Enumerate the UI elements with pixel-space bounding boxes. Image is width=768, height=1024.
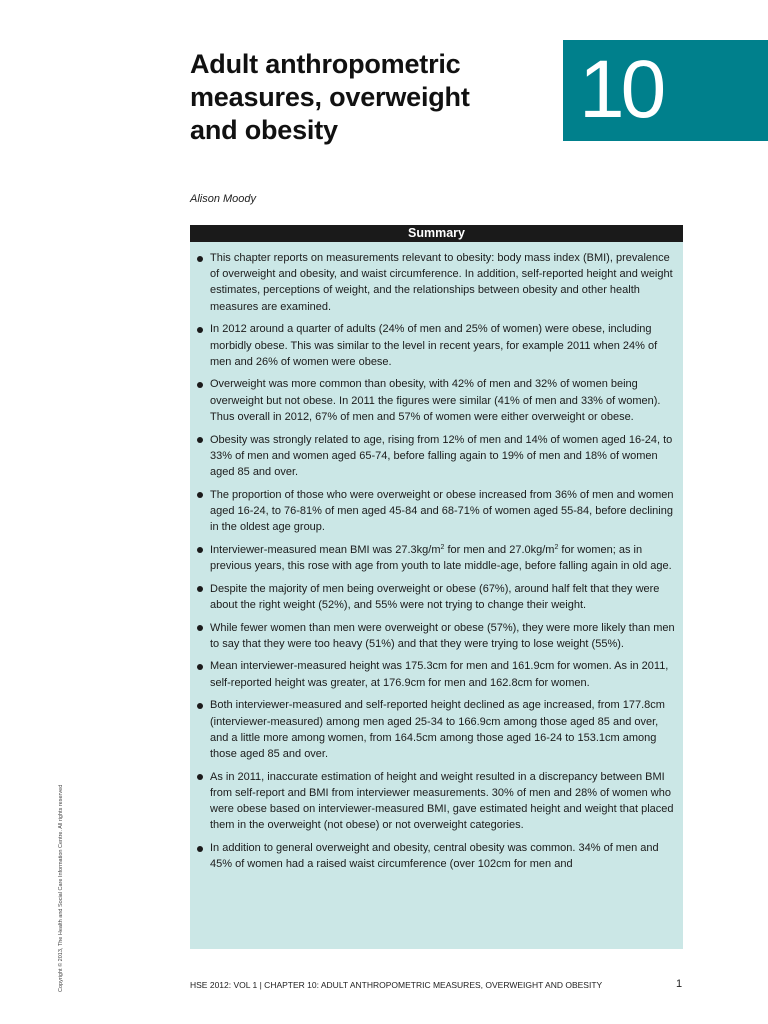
summary-item	[190, 542, 675, 574]
summary-item-text: Overweight was more common than obesity, with 42% of men and 32% of women being overweight but not obese. In 2011 the figures were similar (41% of men and 33% of women). Thus overall in 2012, 67% of men and 57% of women were either overweight or obese.	[210, 378, 661, 423]
summary-list	[190, 242, 683, 872]
bullet-icon	[197, 774, 203, 780]
running-footer: HSE 2012: VOL 1 | CHAPTER 10: ADULT ANTHROPOMETRIC MEASURES, OVERWEIGHT AND OBESITY	[190, 980, 603, 990]
summary-item-text: While fewer women than men were overweight or obese (57%), they were more likely than men to say that they were too heavy (51%) and that they were trying to lose weight (55%).	[210, 621, 675, 650]
summary-box	[190, 242, 683, 949]
summary-item-text: Both interviewer-measured and self-reported height declined as age increased, from 177.8cm (interviewer-measured) among men aged 25-34 to 166.9cm among those aged 85 and over, and a little more among women, from 164.5cm among those aged 16-24 to 153.1cm among those aged 85 and over.	[210, 699, 665, 760]
summary-item	[190, 658, 675, 690]
bullet-icon	[197, 327, 203, 333]
summary-item-text: As in 2011, inaccurate estimation of height and weight resulted in a discrepancy between BMI from self-report and BMI from interviewer measurements. 30% of men and 28% of women who were obese based on interviewer-measured BMI, gave estimated height and weight that placed them in the overweight (not obese) or not overweight categories.	[210, 770, 674, 832]
summary-item	[190, 250, 675, 315]
summary-item	[190, 697, 675, 762]
bullet-icon	[197, 547, 203, 553]
bullet-icon	[197, 625, 203, 631]
summary-item	[190, 376, 675, 425]
bullet-icon	[197, 437, 203, 443]
chapter-number: 10	[579, 44, 663, 135]
superscript: 2	[554, 543, 559, 551]
summary-item	[190, 840, 675, 872]
summary-item	[190, 487, 675, 536]
summary-item-text: In 2012 around a quarter of adults (24% of men and 25% of women) were obese, including morbidly obese. This was similar to the level in recent years, for example 2011 when 24% of men and 26% of women were obese.	[210, 323, 658, 368]
summary-item-text-part: Interviewer-measured mean BMI was 27.3kg/m	[210, 543, 441, 556]
bullet-icon	[197, 492, 203, 498]
summary-item-text: Despite the majority of men being overweight or obese (67%), around half felt that they were about the right weight (52%), and 55% were not trying to change their weight.	[210, 582, 660, 611]
summary-item	[190, 769, 675, 834]
summary-item-text	[210, 544, 672, 572]
summary-item-text-part: for men and 27.0kg/m	[444, 543, 555, 556]
superscript: 2	[440, 543, 445, 551]
summary-item-text-part: for women; as in previous years, this rose with age from youth to late middle-age, before falling again in old age.	[210, 543, 672, 572]
summary-item	[190, 581, 675, 613]
summary-item	[190, 321, 675, 370]
bullet-icon	[197, 846, 203, 852]
summary-item-text: The proportion of those who were overweight or obese increased from 36% of men and women aged 16-24, to 76-81% of men aged 45-84 and 68-71% of women aged 55-84, before declining in the oldest age group.	[210, 488, 674, 534]
author-name: Alison Moody	[190, 193, 257, 205]
summary-item	[190, 620, 675, 652]
bullet-icon	[197, 256, 203, 262]
bullet-icon	[197, 382, 203, 388]
page-number: 1	[676, 978, 683, 990]
bullet-icon	[197, 664, 203, 670]
summary-item-text: In addition to general overweight and obesity, central obesity was common. 34% of men and 45% of women had a raised waist circumference (over 102cm for men and	[210, 842, 659, 871]
copyright-notice: Copyright © 2013, The Health and Social Care Information Centre. All rights reserved	[58, 784, 64, 992]
summary-item-text: Obesity was strongly related to age, rising from 12% of men and 14% of women aged 16-24, to 33% of men and women aged 65-74, before falling again to 19% of men and 18% of women aged 85 and over.	[210, 433, 673, 478]
summary-heading: Summary	[190, 225, 683, 242]
chapter-number-box	[563, 40, 768, 141]
bullet-icon	[197, 586, 203, 592]
summary-item-text: This chapter reports on measurements relevant to obesity: body mass index (BMI), prevalence of overweight and obesity, and waist circumference. In addition, self-reported height and weight estimates, perceptions of weight, and the relationships between obesity and other health measures are examined.	[210, 252, 673, 313]
summary-item-text: Mean interviewer-measured height was 175.3cm for men and 161.9cm for women. As in 2011, self-reported height was greater, at 176.9cm for men and 162.8cm for women.	[210, 660, 669, 689]
chapter-title: Adult anthropometric measures, overweight and obesity	[190, 49, 470, 145]
summary-item	[190, 432, 675, 481]
bullet-icon	[197, 703, 203, 709]
